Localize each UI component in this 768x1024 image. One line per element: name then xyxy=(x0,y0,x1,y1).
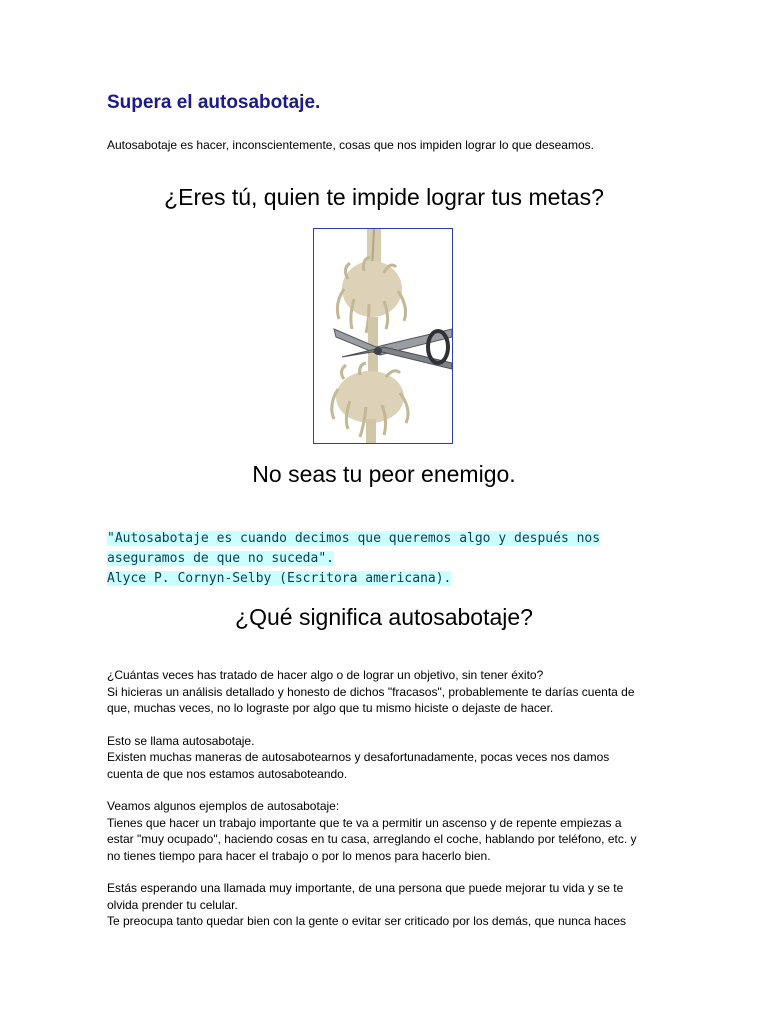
text-line: que, muchas veces, no lo lograste por algo que tu mismo hiciste o dejaste de hacer. xyxy=(107,701,554,715)
text-line: estar "muy ocupado", haciendo cosas en tu casa, arreglando el coche, hablando por teléfono, etc. y xyxy=(107,832,637,846)
text-line: Tienes que hacer un trabajo importante que te va a permitir un ascenso y de repente empiezas a xyxy=(107,815,622,830)
paragraph xyxy=(107,880,667,930)
quote-line-1: "Autosabotaje es cuando decimos que queremos algo y después nos xyxy=(107,531,601,546)
rope-scissors-illustration xyxy=(314,229,452,443)
text-line: olvida prender tu celular. xyxy=(107,897,238,912)
text-line: ¿Cuántas veces has tratado de hacer algo o de lograr un objetivo, sin tener éxito? xyxy=(107,668,544,682)
rope-scissors-image xyxy=(313,228,453,444)
heading-significa: ¿Qué significa autosabotaje? xyxy=(235,604,533,630)
body-text xyxy=(107,667,667,946)
quote-line-2: aseguramos de que no suceda". xyxy=(107,551,334,566)
heading-metas: ¿Eres tú, quien te impide lograr tus metas? xyxy=(164,184,604,210)
document-title: Supera el autosabotaje. xyxy=(107,92,321,113)
heading-enemigo: No seas tu peor enemigo. xyxy=(252,461,516,487)
text-line: Existen muchas maneras de autosabotearnos y desafortunadamente, pocas veces nos damos xyxy=(107,750,610,764)
paragraph xyxy=(107,667,667,717)
quote-block xyxy=(107,529,600,589)
paragraph xyxy=(107,733,667,783)
text-line: Estás esperando una llamada muy importante, de una persona que puede mejorar tu vida y se te xyxy=(107,881,624,895)
scissor-pivot xyxy=(374,347,382,355)
paragraph xyxy=(107,798,667,864)
text-line: Esto se llama autosabotaje. xyxy=(107,733,255,748)
text-line: Veamos algunos ejemplos de autosabotaje: xyxy=(107,799,340,813)
text-line: no tienes tiempo para hacer el trabajo o por lo menos para hacerlo bien. xyxy=(107,848,491,863)
scissor-blade-lower xyxy=(342,347,452,369)
quote-author: Alyce P. Cornyn-Selby (Escritora americana). xyxy=(107,571,452,586)
intro-text: Autosabotaje es hacer, inconscientemente, cosas que nos impiden lograr lo que deseamos. xyxy=(107,138,594,152)
text-line: Si hicieras un análisis detallado y honesto de dichos "fracasos", probablemente te darías cuenta de xyxy=(107,684,635,699)
text-line: Te preocupa tanto quedar bien con la gente o evitar ser criticado por los demás, que nunca haces xyxy=(107,914,626,928)
text-line: cuenta de que nos estamos autosaboteando. xyxy=(107,766,348,781)
